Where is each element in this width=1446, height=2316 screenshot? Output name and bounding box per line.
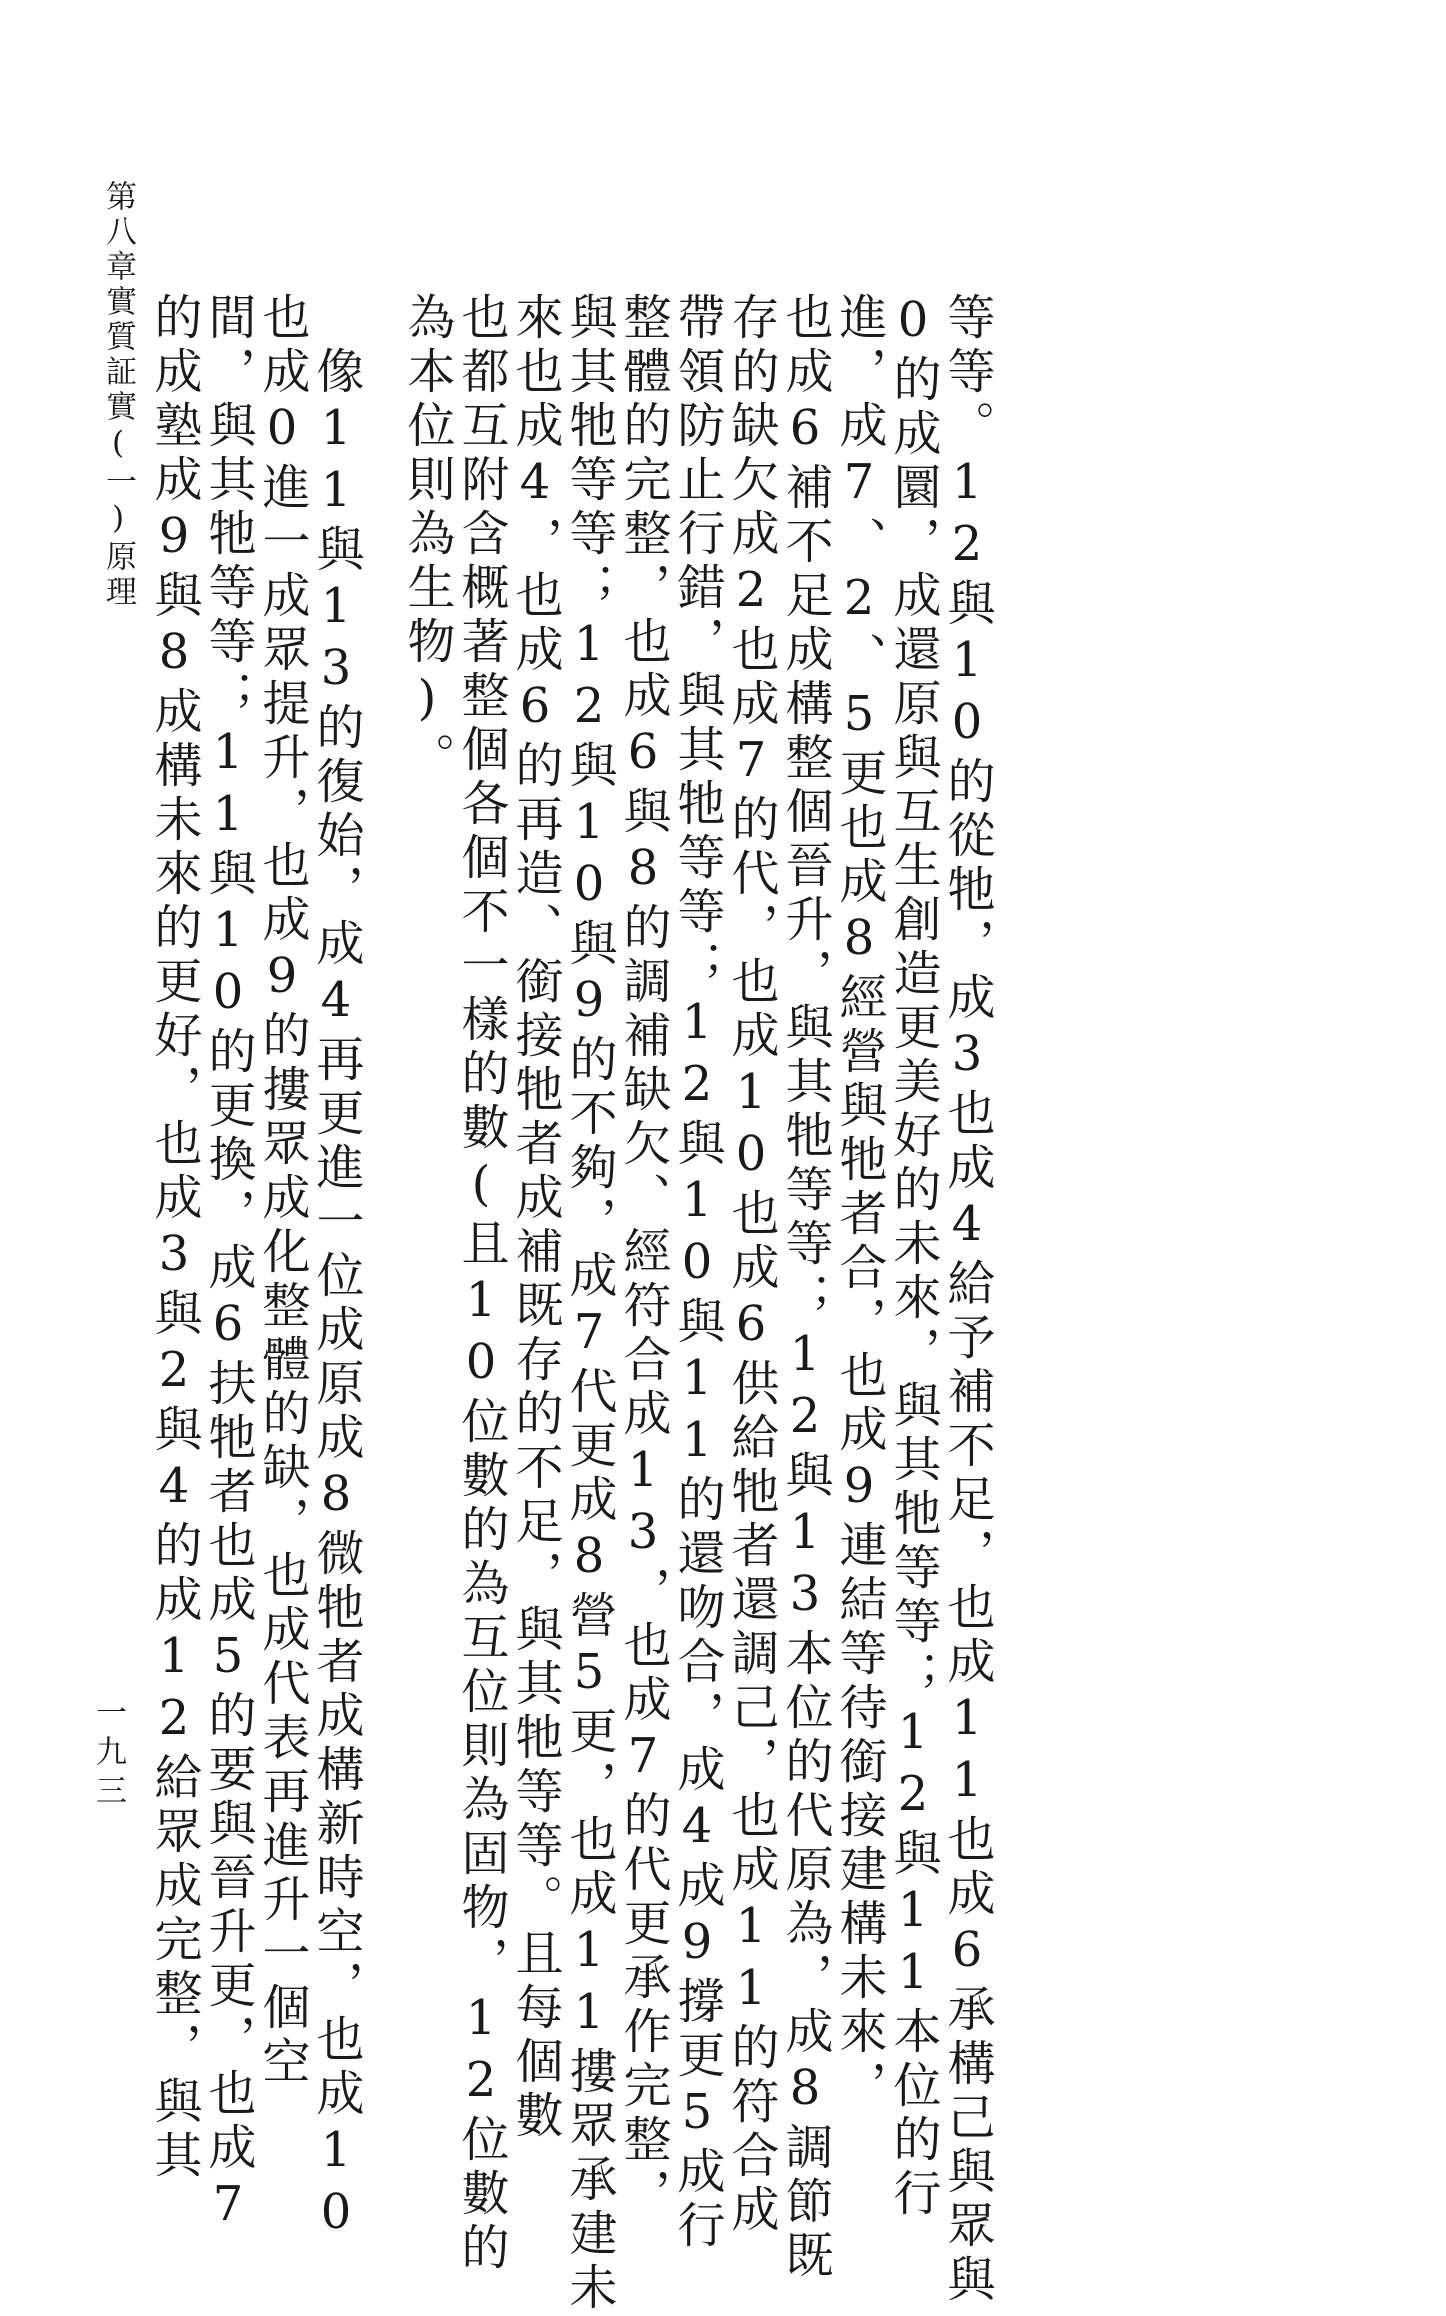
running-head: [92, 180, 144, 610]
text-column-3: 進，成7、2、5更也成8經營與牠者合，也成9連結等待銜接建構未來，: [831, 292, 887, 2114]
page-number: 一九三: [90, 1696, 126, 1813]
text-column-10: 也都互附含概著整個各個不一樣的數(且10位數的為互位則為固物，12位數的: [453, 292, 509, 2276]
text-column-14: 間，與其牠等等；11與10的更換，成6扶牠者也成5的要與晉升更，也成7: [200, 292, 256, 2238]
chapter-label: 第八章: [100, 180, 136, 285]
text-column-5: 存的缺欠成2也成7的代，也成10也成6供給牠者還調己，也成11的符合成: [723, 292, 779, 2238]
text-column-13: 也成0進一成眾提升，也成9的摟眾成化整體的缺，也成代表再進升一個空: [254, 292, 310, 2090]
text-column-15: 的成塾成9與8成構未來的更好，也成3與2與4的成12給眾成完整，與其: [146, 292, 202, 2184]
text-column-2: 0的成圜，成還原與互生創造更美好的未來，與其牠等等；12與11本位的行: [885, 292, 941, 2222]
section-label: 原理: [100, 540, 136, 610]
text-column-9: 來也成4，也成6的再造、銜接牠者成補既存的不足，與其牠等等。且每個數: [507, 292, 563, 2144]
text-column-11: 為本位則為生物)。: [399, 292, 455, 786]
book-title: 實質証實(一): [100, 285, 136, 540]
text-column-4: 也成6補不足成構整個晉升，與其牠等等；12與13本位的代原為，成8調節既: [777, 292, 833, 2284]
text-column-7: 整體的完整，也成6與8的調補缺欠、經符合成13，也成7的代更承作完整，: [615, 292, 671, 2222]
text-column-8: 與其牠等等；12與10與9的不夠，成7代更成8營5更，也成11摟眾承建未: [561, 292, 617, 2316]
text-column-1: 等等。12與10的從牠，成3也成4給予補不足，也成11也成6承構己與眾與: [939, 292, 995, 2308]
text-column-12: 像11與13的復始，成4再更進一位成原成8微牠者成構新時空，也成10: [308, 292, 364, 2246]
text-column-6: 帶領防止行錯，與其牠等等；12與10與11的還吻合，成4成9撐更5成行: [669, 292, 725, 2254]
